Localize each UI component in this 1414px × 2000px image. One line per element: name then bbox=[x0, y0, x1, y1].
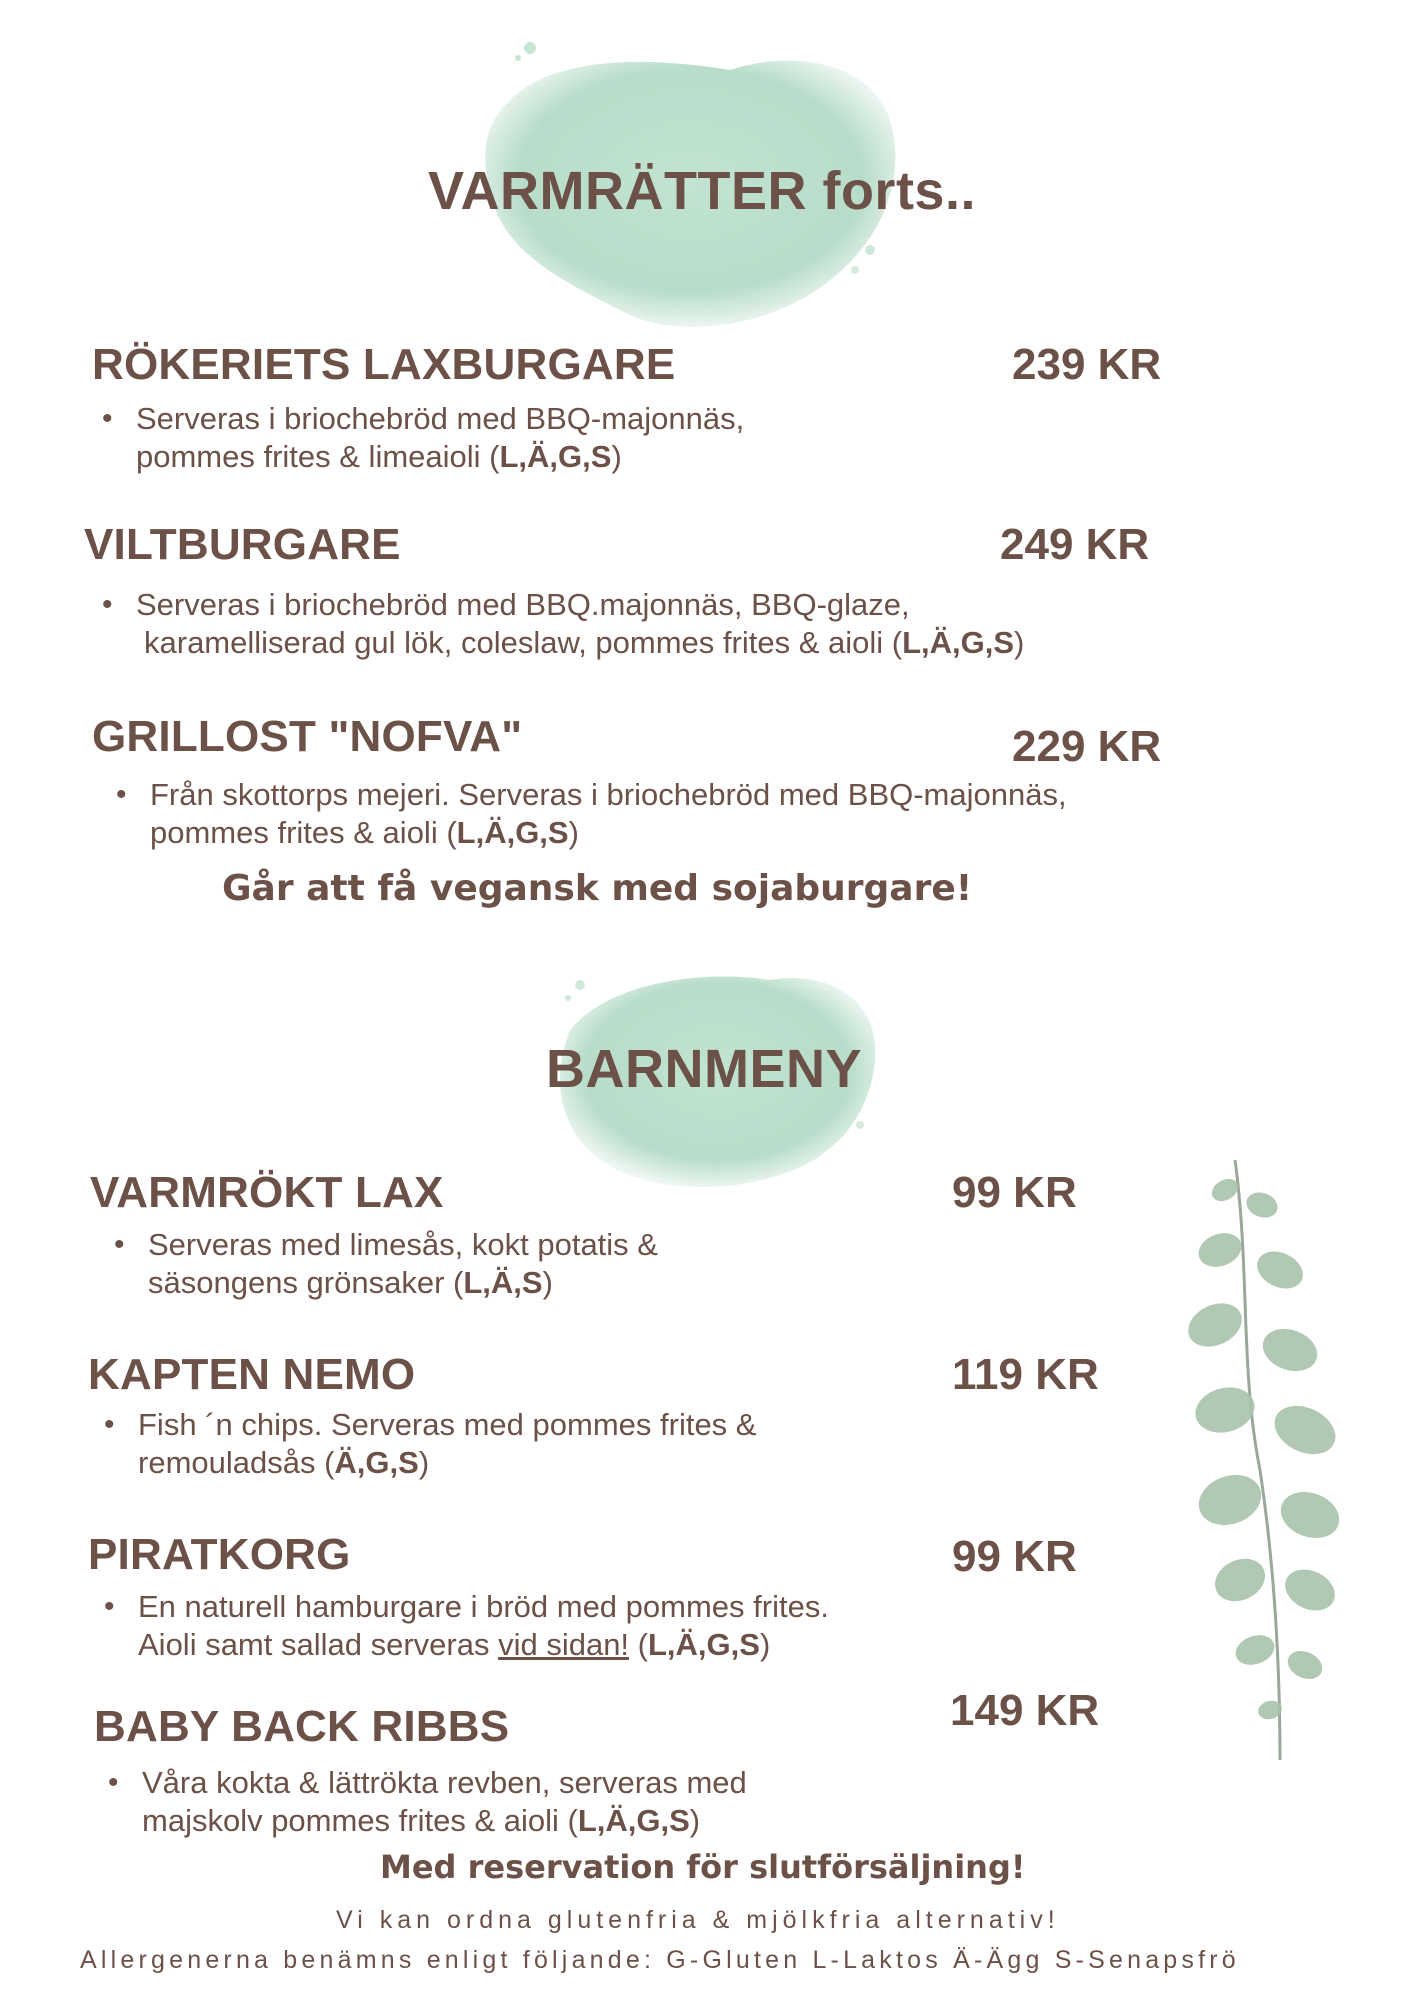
description-line-2: pommes frites & aioli (L,Ä,G,S) bbox=[150, 815, 579, 850]
description-line-1: Fish ´n chips. Serveras med pommes frites & bbox=[138, 1407, 757, 1442]
description-line-2: pommes frites & limeaioli (L,Ä,G,S) bbox=[136, 439, 622, 474]
allergen-codes: L,Ä,S bbox=[463, 1265, 543, 1300]
bullet-icon: • bbox=[102, 588, 113, 621]
description-line-1: Våra kokta & lättrökta revben, serveras med bbox=[142, 1765, 747, 1800]
footer-alternatives: Vi kan ordna glutenfria & mjölkfria alternativ! bbox=[336, 1906, 1060, 1934]
allergen-codes: L,Ä,G,S bbox=[647, 1627, 760, 1662]
allergen-codes: L,Ä,G,S bbox=[902, 625, 1015, 660]
description-line-2: remouladsås (Ä,G,S) bbox=[138, 1445, 430, 1480]
description-line-1: En naturell hamburgare i bröd med pommes frites. bbox=[138, 1589, 829, 1624]
item-name: VILTBURGARE bbox=[84, 520, 401, 569]
item-price: 239 KR bbox=[1012, 340, 1162, 389]
bullet-icon: • bbox=[116, 778, 127, 811]
description-line-2: Aioli samt sallad serveras vid sidan! (L,Ä,G,S) bbox=[138, 1627, 771, 1662]
item-name: BABY BACK RIBBS bbox=[94, 1702, 510, 1751]
section-title-varmratter: VARMRÄTTER forts.. bbox=[428, 161, 976, 221]
item-price: 149 KR bbox=[950, 1686, 1100, 1735]
description-line-1: Från skottorps mejeri. Serveras i briochebröd med BBQ-majonnäs, bbox=[150, 777, 1067, 812]
item-description bbox=[116, 776, 1067, 852]
bullet-icon: • bbox=[102, 402, 113, 435]
allergen-codes: Ä,G,S bbox=[334, 1445, 419, 1480]
item-name: RÖKERIETS LAXBURGARE bbox=[92, 340, 676, 389]
bullet-icon: • bbox=[104, 1408, 115, 1441]
item-description bbox=[104, 1588, 829, 1664]
item-name: PIRATKORG bbox=[88, 1530, 351, 1579]
item-description bbox=[108, 1764, 747, 1840]
description-line-2: karamelliserad gul lök, coleslaw, pommes frites & aioli (L,Ä,G,S) bbox=[144, 625, 1025, 660]
description-line-1: Serveras i briochebröd med BBQ-majonnäs, bbox=[136, 401, 745, 436]
bullet-icon: • bbox=[114, 1228, 125, 1261]
item-description bbox=[114, 1226, 658, 1302]
item-price: 249 KR bbox=[1000, 520, 1150, 569]
description-line-1: Serveras i briochebröd med BBQ.majonnäs, BBQ-glaze, bbox=[136, 587, 910, 622]
item-price: 229 KR bbox=[1012, 722, 1162, 771]
section-title-barnmeny: BARNMENY bbox=[546, 1039, 863, 1099]
eucalyptus-branch-icon bbox=[1180, 1150, 1360, 1770]
allergen-codes: L,Ä,G,S bbox=[577, 1803, 690, 1838]
item-price: 99 KR bbox=[952, 1168, 1077, 1217]
bullet-icon: • bbox=[104, 1590, 115, 1623]
item-name: KAPTEN NEMO bbox=[88, 1350, 416, 1399]
description-line-2: majskolv pommes frites & aioli (L,Ä,G,S) bbox=[142, 1803, 701, 1838]
description-line-2: säsongens grönsaker (L,Ä,S) bbox=[148, 1265, 553, 1300]
item-description bbox=[104, 1406, 757, 1482]
item-price: 99 KR bbox=[952, 1532, 1077, 1581]
footer-allergens: Allergenerna benämns enligt följande: G-Gluten L-Laktos Ä-Ägg S-Senapsfrö bbox=[80, 1946, 1240, 1974]
allergen-codes: L,Ä,G,S bbox=[456, 815, 569, 850]
item-description bbox=[102, 586, 1025, 662]
item-price: 119 KR bbox=[952, 1350, 1099, 1399]
reservation-note: Med reservation för slutförsäljning! bbox=[380, 1848, 1026, 1886]
side-note-underlined: vid sidan! bbox=[498, 1627, 630, 1662]
allergen-codes: L,Ä,G,S bbox=[499, 439, 612, 474]
item-name: VARMRÖKT LAX bbox=[90, 1168, 444, 1217]
vegan-note: Går att få vegansk med sojaburgare! bbox=[222, 868, 973, 909]
bullet-icon: • bbox=[108, 1766, 119, 1799]
item-description bbox=[102, 400, 745, 476]
item-name: GRILLOST "NOFVA" bbox=[92, 712, 523, 761]
description-line-1: Serveras med limesås, kokt potatis & bbox=[148, 1227, 658, 1262]
